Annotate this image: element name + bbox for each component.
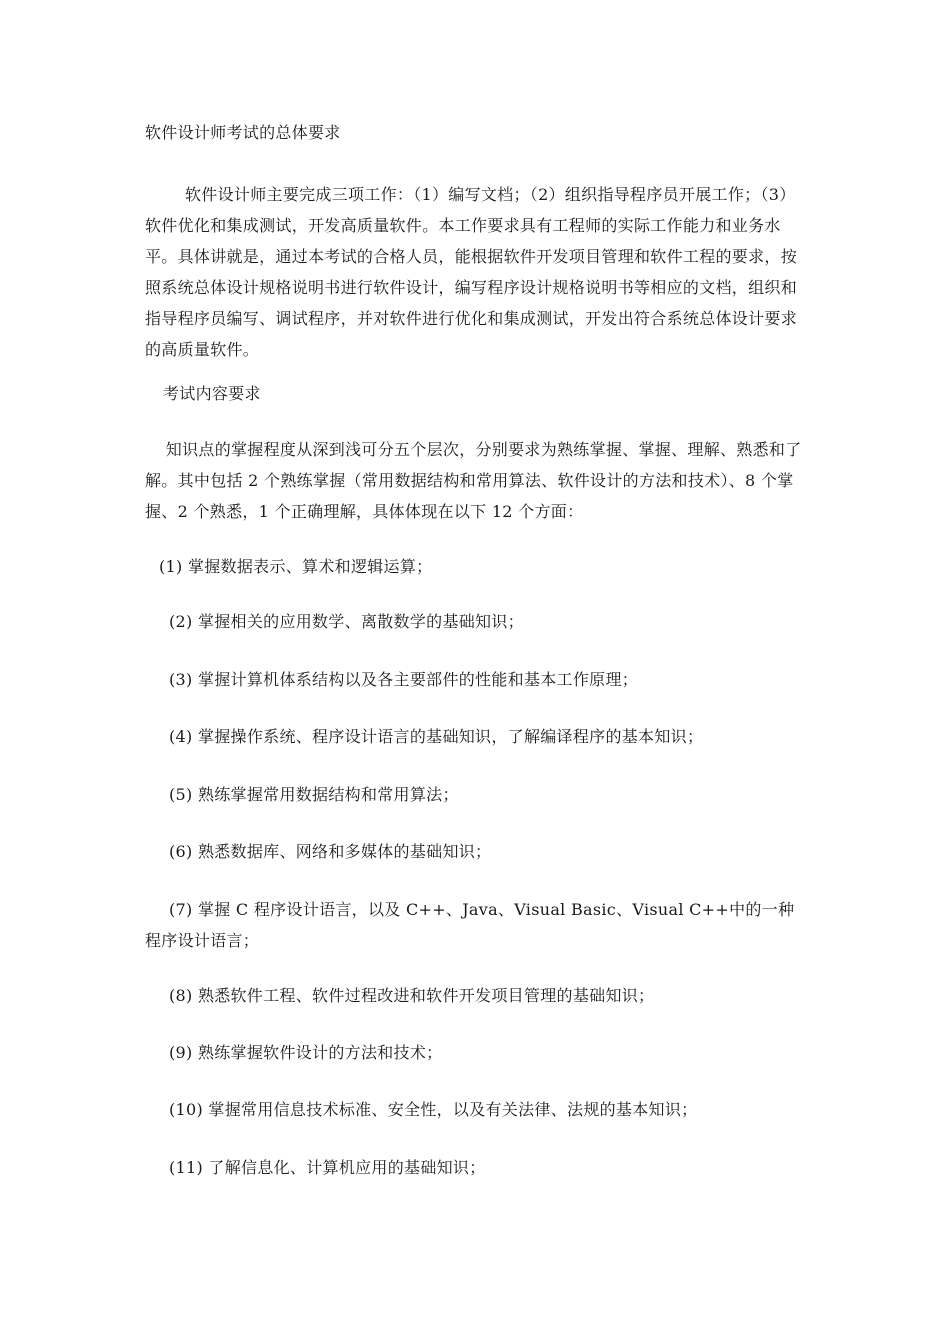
document-title: 软件设计师考试的总体要求 (145, 123, 341, 142)
knowledge-paragraph: 知识点的掌握程度从深到浅可分五个层次，分别要求为熟练掌握、掌握、理解、熟悉和了解。其中包括 2 个熟练掌握（常用数据结构和常用算法、软件设计的方法和技术）、8 个掌握、2 个熟悉，1 个正确理解，具体体现在以下 12 个方面： (145, 440, 802, 521)
list-item: (9) 熟练掌握软件设计的方法和技术； (169, 1043, 443, 1062)
section-heading: 考试内容要求 (163, 384, 261, 403)
list-item: (5) 熟练掌握常用数据结构和常用算法； (169, 785, 459, 804)
list-item: (2) 掌握相关的应用数学、离散数学的基础知识； (169, 612, 524, 631)
intro-paragraph: 软件设计师主要完成三项工作：（1）编写文档；（2）组织指导程序员开展工作；（3）软件优化和集成测试，开发高质量软件。本工作要求具有工程师的实际工作能力和业务水平。具体讲就是，通过本考试的合格人员，能根据软件开发项目管理和软件工程的要求，按照系统总体设计规格说明书进行软件设计，编写程序设计规格说明书等相应的文档，组织和指导程序员编写、调试程序，并对软件进行优化和集成测试，开发出符合系统总体设计要求的高质量软件。 (145, 185, 798, 359)
list-item: (8) 熟悉软件工程、软件过程改进和软件开发项目管理的基础知识； (169, 986, 655, 1005)
list-item: (11) 了解信息化、计算机应用的基础知识； (169, 1158, 486, 1177)
list-item: (4) 掌握操作系统、程序设计语言的基础知识，了解编译程序的基本知识； (169, 727, 704, 746)
list-item: (7) 掌握 C 程序设计语言，以及 C++、Java、Visual Basic、Visual C++中的一种程序设计语言； (145, 900, 795, 950)
list-item: (6) 熟悉数据库、网络和多媒体的基础知识； (169, 842, 492, 861)
list-item: (10) 掌握常用信息技术标准、安全性，以及有关法律、法规的基本知识； (169, 1100, 698, 1119)
list-item: (1) 掌握数据表示、算术和逻辑运算； (159, 557, 433, 576)
list-item: (3) 掌握计算机体系结构以及各主要部件的性能和基本工作原理； (169, 670, 639, 689)
